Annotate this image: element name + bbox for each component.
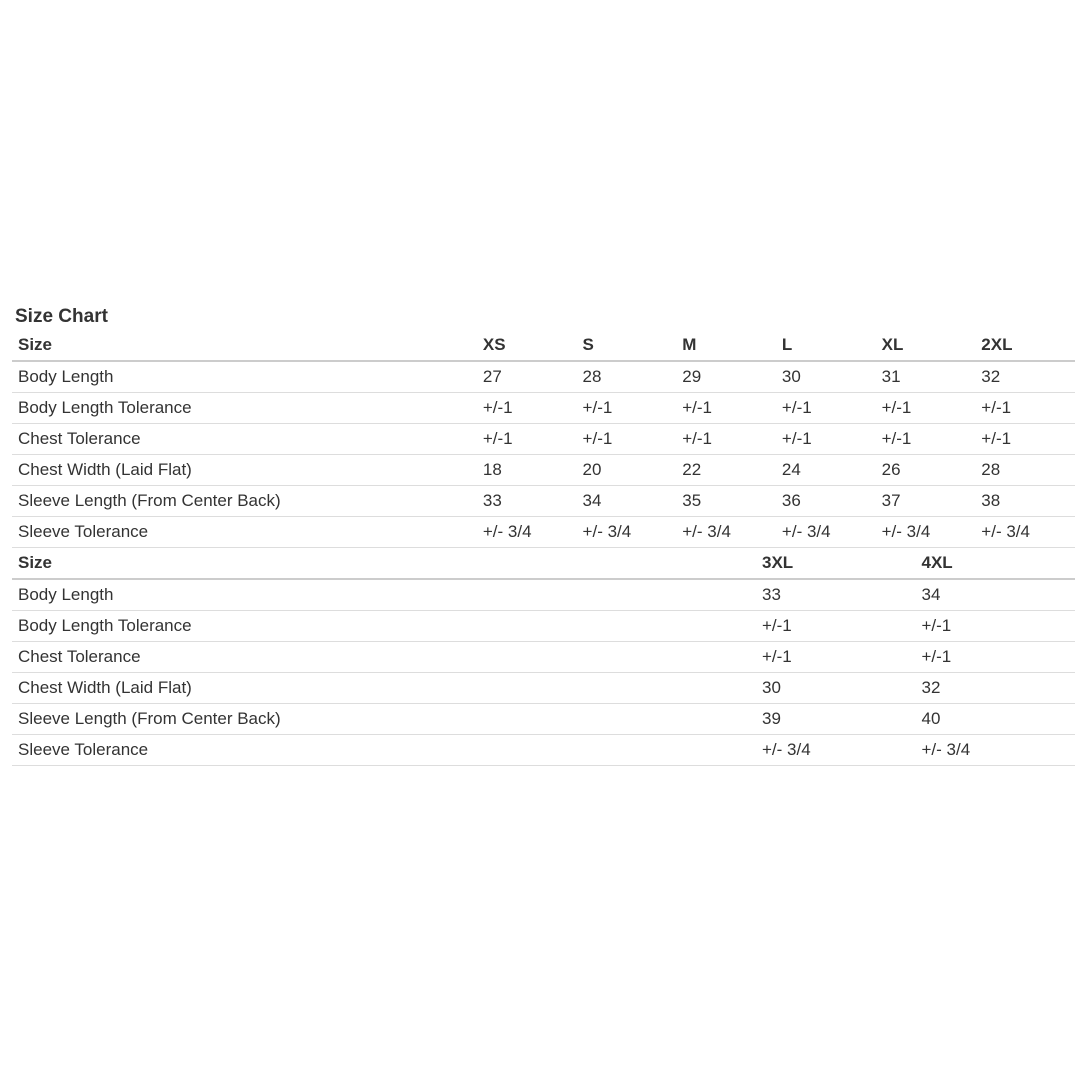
table-row — [12, 611, 1075, 642]
measurement-value: +/-1 — [477, 424, 577, 455]
measurement-value: +/-1 — [676, 393, 776, 424]
table-row — [12, 673, 1075, 704]
size-header-label: Size — [12, 548, 476, 579]
measurement-value: 34 — [916, 579, 1076, 611]
spacer-cell — [476, 704, 756, 735]
table-row — [12, 361, 1075, 393]
measurement-label: Chest Width (Laid Flat) — [12, 455, 477, 486]
size-header-m: M — [676, 330, 776, 361]
table-row — [12, 579, 1075, 611]
measurement-label: Body Length Tolerance — [12, 611, 476, 642]
measurement-value: 28 — [577, 361, 677, 393]
measurement-value: +/-1 — [756, 611, 916, 642]
measurement-value: +/- 3/4 — [676, 517, 776, 548]
measurement-value: +/- 3/4 — [756, 735, 916, 766]
measurement-value: +/-1 — [756, 642, 916, 673]
measurement-value: +/-1 — [975, 393, 1075, 424]
spacer-cell — [476, 642, 756, 673]
table-row — [12, 517, 1075, 548]
table-row — [12, 424, 1075, 455]
measurement-value: 33 — [756, 579, 916, 611]
measurement-value: +/-1 — [975, 424, 1075, 455]
measurement-value: +/- 3/4 — [975, 517, 1075, 548]
measurement-value: +/-1 — [776, 393, 876, 424]
measurement-value: +/-1 — [776, 424, 876, 455]
spacer-cell — [476, 735, 756, 766]
measurement-value: +/- 3/4 — [577, 517, 677, 548]
measurement-value: +/-1 — [477, 393, 577, 424]
spacer-cell — [476, 548, 756, 579]
measurement-value: 30 — [776, 361, 876, 393]
size-header-3xl: 3XL — [756, 548, 916, 579]
measurement-value: 22 — [676, 455, 776, 486]
measurement-value: +/-1 — [676, 424, 776, 455]
measurement-value: +/- 3/4 — [916, 735, 1076, 766]
spacer-cell — [476, 673, 756, 704]
table-row — [12, 642, 1075, 673]
size-header-4xl: 4XL — [916, 548, 1076, 579]
measurement-value: 20 — [577, 455, 677, 486]
size-table-extended — [12, 548, 1075, 766]
measurement-value: 30 — [756, 673, 916, 704]
measurement-value: 29 — [676, 361, 776, 393]
measurement-value: 24 — [776, 455, 876, 486]
table-row — [12, 704, 1075, 735]
table-row — [12, 393, 1075, 424]
spacer-cell — [476, 579, 756, 611]
measurement-label: Body Length — [12, 579, 476, 611]
measurement-value: +/-1 — [876, 393, 976, 424]
size-table-standard — [12, 330, 1075, 548]
table-row — [12, 486, 1075, 517]
measurement-value: 36 — [776, 486, 876, 517]
measurement-value: 35 — [676, 486, 776, 517]
measurement-value: 28 — [975, 455, 1075, 486]
measurement-value: 33 — [477, 486, 577, 517]
size-header-xl: XL — [876, 330, 976, 361]
measurement-label: Sleeve Length (From Center Back) — [12, 704, 476, 735]
measurement-value: +/-1 — [577, 393, 677, 424]
size-chart — [12, 303, 1075, 766]
measurement-value: +/- 3/4 — [477, 517, 577, 548]
measurement-label: Body Length Tolerance — [12, 393, 477, 424]
measurement-value: 18 — [477, 455, 577, 486]
size-header-l: L — [776, 330, 876, 361]
measurement-value: 27 — [477, 361, 577, 393]
size-header-2xl: 2XL — [975, 330, 1075, 361]
measurement-value: 40 — [916, 704, 1076, 735]
measurement-label: Sleeve Tolerance — [12, 517, 477, 548]
measurement-value: +/- 3/4 — [776, 517, 876, 548]
measurement-value: +/-1 — [916, 611, 1076, 642]
measurement-value: 37 — [876, 486, 976, 517]
measurement-value: 38 — [975, 486, 1075, 517]
size-header-row — [12, 330, 1075, 361]
measurement-value: +/-1 — [916, 642, 1076, 673]
size-header-row — [12, 548, 1075, 579]
spacer-cell — [476, 611, 756, 642]
table-row — [12, 455, 1075, 486]
measurement-value: +/-1 — [577, 424, 677, 455]
size-header-s: S — [577, 330, 677, 361]
measurement-label: Sleeve Tolerance — [12, 735, 476, 766]
measurement-value: 39 — [756, 704, 916, 735]
measurement-value: 31 — [876, 361, 976, 393]
measurement-value: 32 — [916, 673, 1076, 704]
measurement-label: Sleeve Length (From Center Back) — [12, 486, 477, 517]
measurement-value: 26 — [876, 455, 976, 486]
measurement-label: Chest Width (Laid Flat) — [12, 673, 476, 704]
measurement-value: +/-1 — [876, 424, 976, 455]
measurement-label: Body Length — [12, 361, 477, 393]
measurement-value: 34 — [577, 486, 677, 517]
measurement-label: Chest Tolerance — [12, 642, 476, 673]
size-header-xs: XS — [477, 330, 577, 361]
size-chart-title: Size Chart — [15, 306, 108, 327]
size-header-label: Size — [12, 330, 477, 361]
table-row — [12, 735, 1075, 766]
measurement-value: 32 — [975, 361, 1075, 393]
measurement-label: Chest Tolerance — [12, 424, 477, 455]
measurement-value: +/- 3/4 — [876, 517, 976, 548]
